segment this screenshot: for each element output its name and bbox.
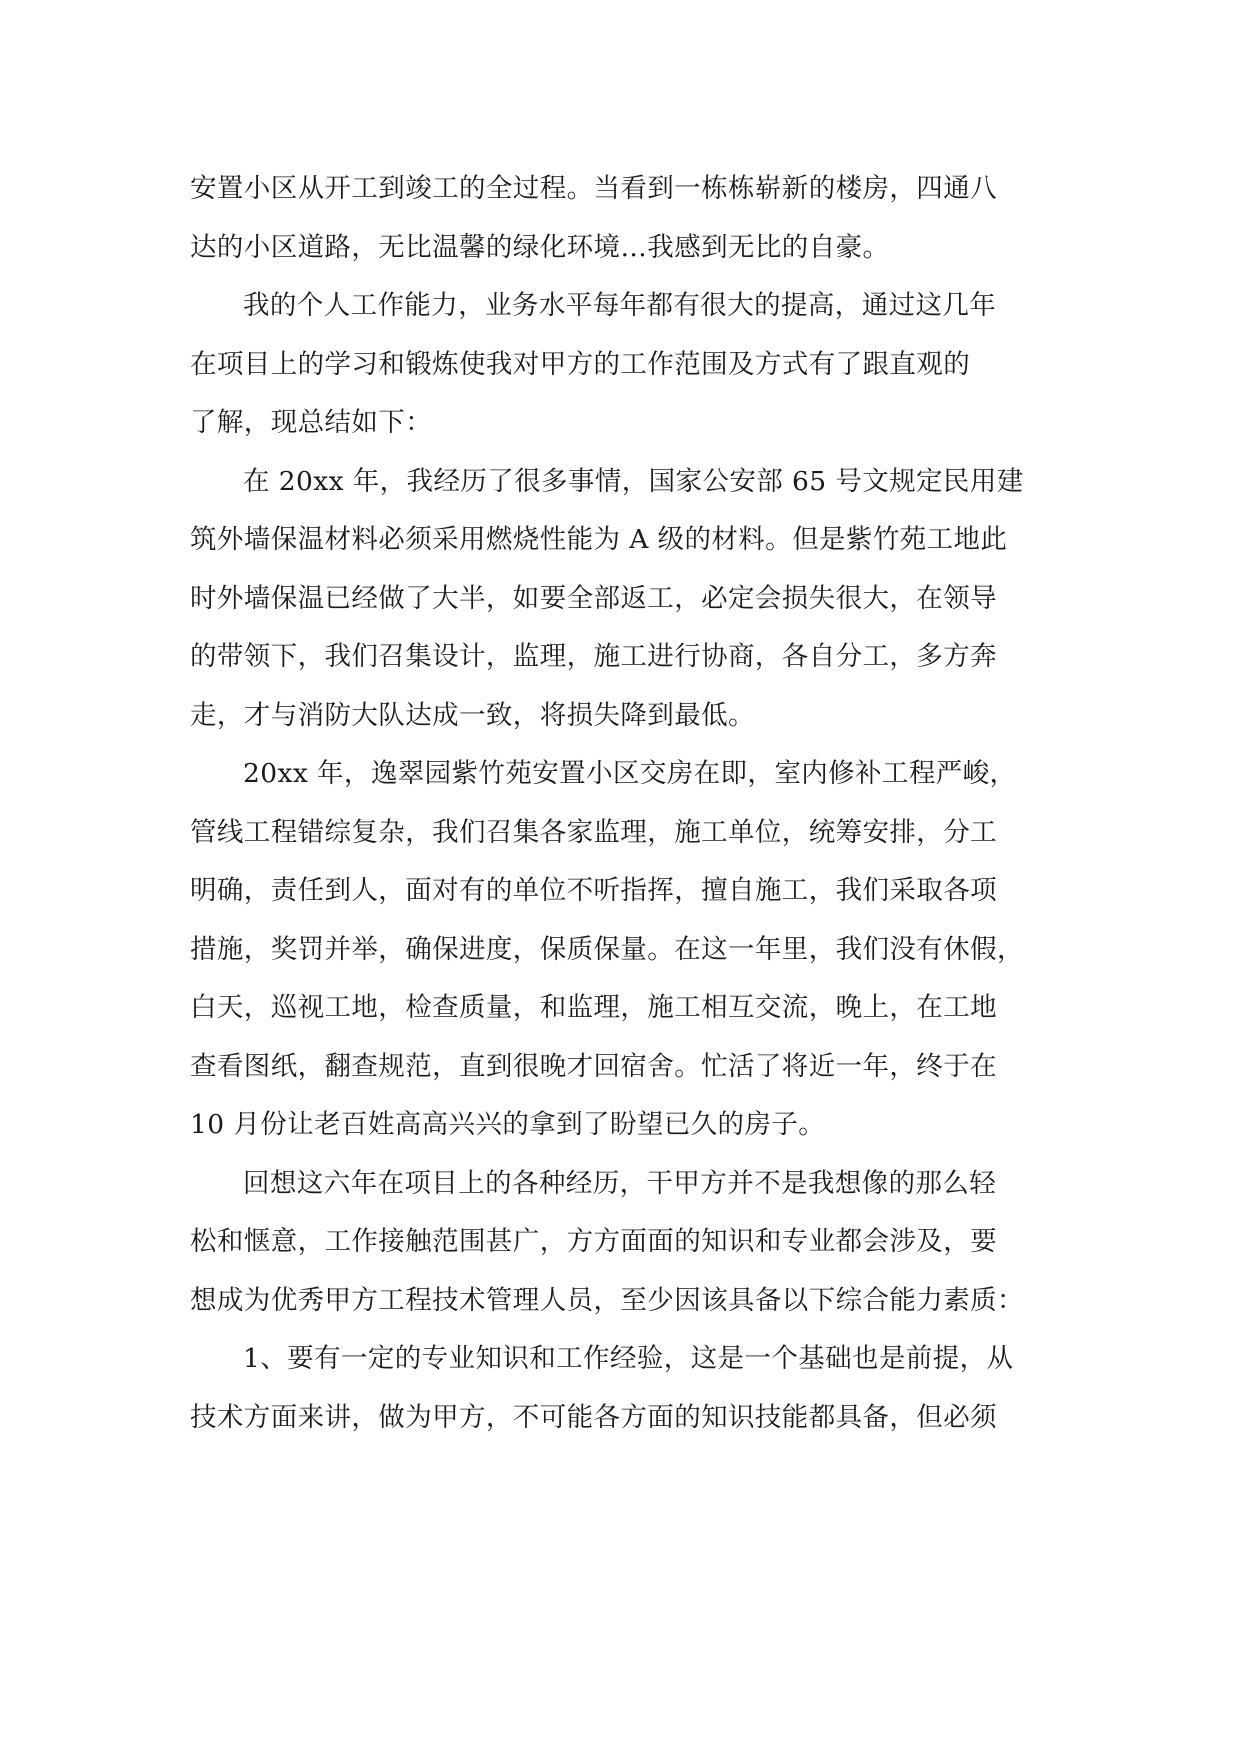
paragraph-6 (190, 1330, 1056, 1447)
text-line: 时外墙保温已经做了大半，如要全部返工，必定会损失很大，在领导 (190, 582, 997, 614)
text-line: 在项目上的学习和锻炼使我对甲方的工作范围及方式有了跟直观的 (190, 348, 971, 380)
paragraph-1 (190, 160, 1056, 277)
text-line: 我的个人工作能力，业务水平每年都有很大的提高，通过这几年 (243, 290, 997, 321)
text-line: 查看图纸，翻查规范，直到很晚才回宿舍。忙活了将近一年，终于在 (190, 1050, 997, 1082)
text-line: 10 月份让老百姓高高兴兴的拿到了盼望已久的房子。 (190, 1109, 826, 1140)
text-line: 达的小区道路，无比温馨的绿化环境…我感到无比的自豪。 (190, 231, 890, 263)
text-line: 想成为优秀甲方工程技术管理人员，至少因该具备以下综合能力素质： (190, 1284, 1024, 1316)
paragraph-5 (190, 1155, 1056, 1331)
text-line: 在 20xx 年，我经历了很多事情，国家公安部 65 号文规定民用建 (243, 465, 1024, 497)
text-line: 20xx 年，逸翠园紫竹苑安置小区交房在即，室内修补工程严峻， (243, 758, 1017, 789)
text-line: 松和惬意，工作接触范围甚广，方方面面的知识和专业都会涉及，要 (190, 1226, 997, 1257)
text-line: 安置小区从开工到竣工的全过程。当看到一栋栋崭新的楼房，四通八 (190, 173, 997, 204)
text-line: 筑外墙保温材料必须采用燃烧性能为 A 级的材料。但是紫竹苑工地此 (190, 524, 1008, 555)
text-line: 技术方面来讲，做为甲方，不可能各方面的知识技能都具备，但必须 (190, 1401, 997, 1433)
text-line: 白天，巡视工地，检查质量，和监理，施工相互交流，晚上，在工地 (190, 992, 997, 1023)
document-body (190, 160, 1056, 1447)
text-line: 回想这六年在项目上的各种经历，干甲方并不是我想像的那么轻 (243, 1167, 997, 1199)
text-line: 措施，奖罚并举，确保进度，保质保量。在这一年里，我们没有休假， (190, 933, 1024, 965)
text-line: 管线工程错综复杂，我们召集各家监理，施工单位，统筹安排，分工 (190, 816, 997, 848)
paragraph-3 (190, 453, 1056, 746)
text-line: 1、要有一定的专业知识和工作经验，这是一个基础也是前提，从 (243, 1343, 1014, 1374)
paragraph-2 (190, 277, 1056, 453)
paragraph-4 (190, 745, 1056, 1155)
text-line: 了解，现总结如下： (190, 407, 433, 438)
text-line: 走，才与消防大队达成一致，将损失降到最低。 (190, 699, 755, 731)
text-line: 的带领下，我们召集设计，监理，施工进行协商，各自分工，多方奔 (190, 641, 997, 672)
text-line: 明确，责任到人，面对有的单位不听指挥，擅自施工，我们采取各项 (190, 875, 997, 906)
